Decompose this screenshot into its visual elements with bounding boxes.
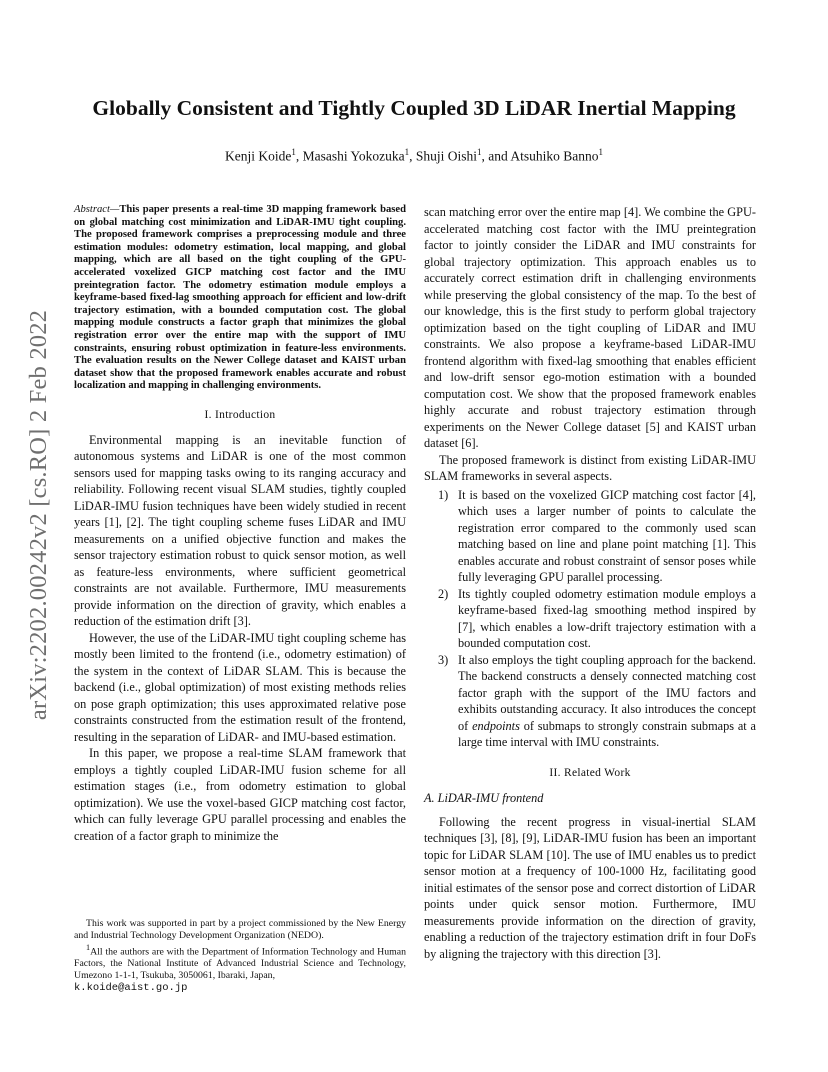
- author-separator: ,: [295, 148, 303, 164]
- contribution-number: 1): [438, 487, 449, 502]
- contribution-number: 3): [438, 652, 449, 667]
- related-work-paragraph: Following the recent progress in visual-inertial SLAM techniques [3], [8], [9], LiDAR-IMU fusion has been an important topic for LiDAR SLAM [10]. The use of IMU enables us to predict sensor motion at a frequency of 100-1000 Hz, facilitating good initial estimates of the sensor pose and correct distortion of LiDAR points under quick sensor motion. Furthermore, IMU measurements provide information on the direction of gravity, enabling a reduction of the trajectory estimation drift in four DoFs by aligning the trajectory with this direction [3].: [424, 814, 756, 961]
- contribution-item: [424, 586, 756, 652]
- intro-distinct-paragraph: The proposed framework is distinct from existing LiDAR-IMU SLAM frameworks in several aspects.: [424, 452, 756, 483]
- author-list: [40, 143, 788, 166]
- arxiv-stamp-text: arXiv:2202.00242v2 [cs.RO] 2 Feb 2022: [25, 309, 52, 721]
- contribution-text-tail: of submaps to strongly constrain submaps at a large time interval with IMU constraints.: [458, 718, 756, 749]
- author-separator: ,: [409, 148, 416, 164]
- footnotes: [74, 918, 406, 994]
- abstract-text: This paper presents a real-time 3D mapping framework based on global matching cost minimization and LiDAR-IMU tight coupling. The proposed framework comprises a preprocessing module and three estimation modules: odometry estimation, local mapping, and global mapping, which are all based on the tight coupling of the GPU-accelerated voxelized GICP matching cost factor and the IMU preintegration factor. The odometry estimation module employs a keyframe-based fixed-lag smoothing approach for efficient and low-drift trajectory estimation, with a bounded computation cost. The global mapping module constructs a factor graph that minimizes the global registration error over the entire map with the support of IMU constraints, ensuring robust optimization in feature-less environments. The evaluation results on the Newer College dataset and KAIST urban dataset show that the proposed framework enables accurate and robust localization and mapping in challenging environments.: [74, 204, 406, 392]
- author-name: Masashi Yokozuka: [302, 148, 405, 164]
- footnote-mark: 1: [86, 943, 91, 952]
- section-heading-related-work: II. Related Work: [549, 766, 631, 779]
- footnote-funding: This work was supported in part by a project commissioned by the New Energy and Industrial Technology Development Organization (NEDO).: [74, 918, 406, 941]
- contribution-list: [424, 487, 756, 751]
- section-heading-introduction: I. Introduction: [204, 408, 276, 421]
- contribution-item: [424, 652, 756, 751]
- contribution-text: Its tightly coupled odometry estimation module employs a keyframe-based fixed-lag smoothing method inspired by [7], which enables a low-drift trajectory estimation with a bounded computation cost.: [458, 586, 756, 650]
- paper-title: Globally Consistent and Tightly Coupled 3D LiDAR Inertial Mapping: [92, 96, 736, 120]
- abstract-label: Abstract: [74, 204, 110, 215]
- author-affiliation-mark: 1: [598, 147, 604, 157]
- contribution-text: It also employs the tight coupling approach for the backend. The backend constructs a densely connected matching cost factor graph with the support of the IMU factors and exhibits outstanding accuracy. It also introduces the concept of: [458, 652, 756, 733]
- abstract-dash: —: [109, 204, 120, 215]
- contribution-item: [424, 487, 756, 586]
- intro-paragraph-3: In this paper, we propose a real-time SLAM framework that employs a tightly coupled LiDAR-IMU fusion scheme for all estimation stages (i.e., from odometry estimation to global optimization). We use the voxel-based GICP matching cost factor, which can fully leverage GPU parallel processing and enables the creation of a factor graph to minimize the: [74, 746, 406, 843]
- author-affiliation-mark: 1: [404, 147, 410, 157]
- author-affiliation-mark: 1: [477, 147, 482, 157]
- contribution-number: 2): [438, 586, 449, 601]
- arxiv-identifier-stamp: [22, 309, 56, 721]
- contribution-text: It is based on the voxelized GICP matching cost factor [4], which uses a larger number of points to calculate the registration error compared to the commonly used scan matching based on line and plane point matching [1]. This enables accurate and robust constraint of sensor poses while fully leveraging GPU parallel processing.: [458, 487, 756, 584]
- intro-paragraph-3-continued: scan matching error over the entire map [4]. We combine the GPU-accelerated matching cost factor with the IMU preintegration factor to jointly consider the LiDAR and IMU constraints for global trajectory optimization. This approach enables us to accurately correct estimation drift in challenging environments while preserving the global consistency of the map. To the best of our knowledge, this is the first study to perform global trajectory optimization based on the tight coupling of LiDAR and IMU constraints. We also propose a keyframe-based LiDAR-IMU frontend algorithm with fixed-lag smoothing that enables efficient and low-drift sensor ego-motion estimation with a bounded computation cost. We show that the proposed framework enables highly accurate and robust trajectory estimation through experiments on the Newer College dataset [5] and KAIST urban dataset [6].: [424, 205, 756, 450]
- right-column: [424, 204, 756, 962]
- footnote-affiliation: [74, 942, 406, 994]
- contribution-emphasis: endpoints: [472, 718, 520, 733]
- intro-paragraph-2: However, the use of the LiDAR-IMU tight coupling scheme has mostly been limited to the frontend (i.e., odometry estimation) of the system in the context of LiDAR SLAM. This is because the backend (i.e., global optimization) of most existing methods relies on pose graph optimization; this uses approximated relative pose constraints constructed from the estimation result of the frontend, resulting in the separation of LiDAR- and IMU-based estimation.: [74, 630, 406, 744]
- footnote-affiliation-text: All the authors are with the Department of Information Technology and Human Factors, the National Institute of Advanced Industrial Science and Technology, Umezono 1-1-1, Tsukuba, 3050061, Ibaraki, Japan,: [74, 946, 406, 982]
- author-name: Kenji Koide: [224, 148, 292, 164]
- subsection-heading-lidar-imu-frontend: A. LiDAR-IMU frontend: [424, 790, 544, 805]
- author-affiliation-mark: 1: [291, 147, 296, 157]
- author-name: Atsuhiko Banno: [510, 148, 599, 164]
- intro-paragraph-1: Environmental mapping is an inevitable function of autonomous systems and LiDAR is one of the most common sensors used for mapping tasks owing to its ranging accuracy and reliability. Following recent visual SLAM studies, tightly coupled LiDAR-IMU fusion techniques have been widely studied in recent years [1], [2]. The tight coupling scheme fuses LiDAR and IMU measurements on a unified objective function and makes the sensor trajectory estimation robust to quick sensor motion, as well as feature-less environments, where sufficient geometrical constraints are not available. Furthermore, IMU measurements provide information on the direction of gravity, which enables a reduction of the estimation drift [3].: [74, 432, 406, 629]
- left-column: [74, 204, 406, 844]
- author-separator: , and: [481, 148, 511, 164]
- abstract: [74, 204, 406, 393]
- author-name: Shuji Oishi: [415, 148, 477, 164]
- author-email: k.koide@aist.go.jp: [74, 982, 188, 995]
